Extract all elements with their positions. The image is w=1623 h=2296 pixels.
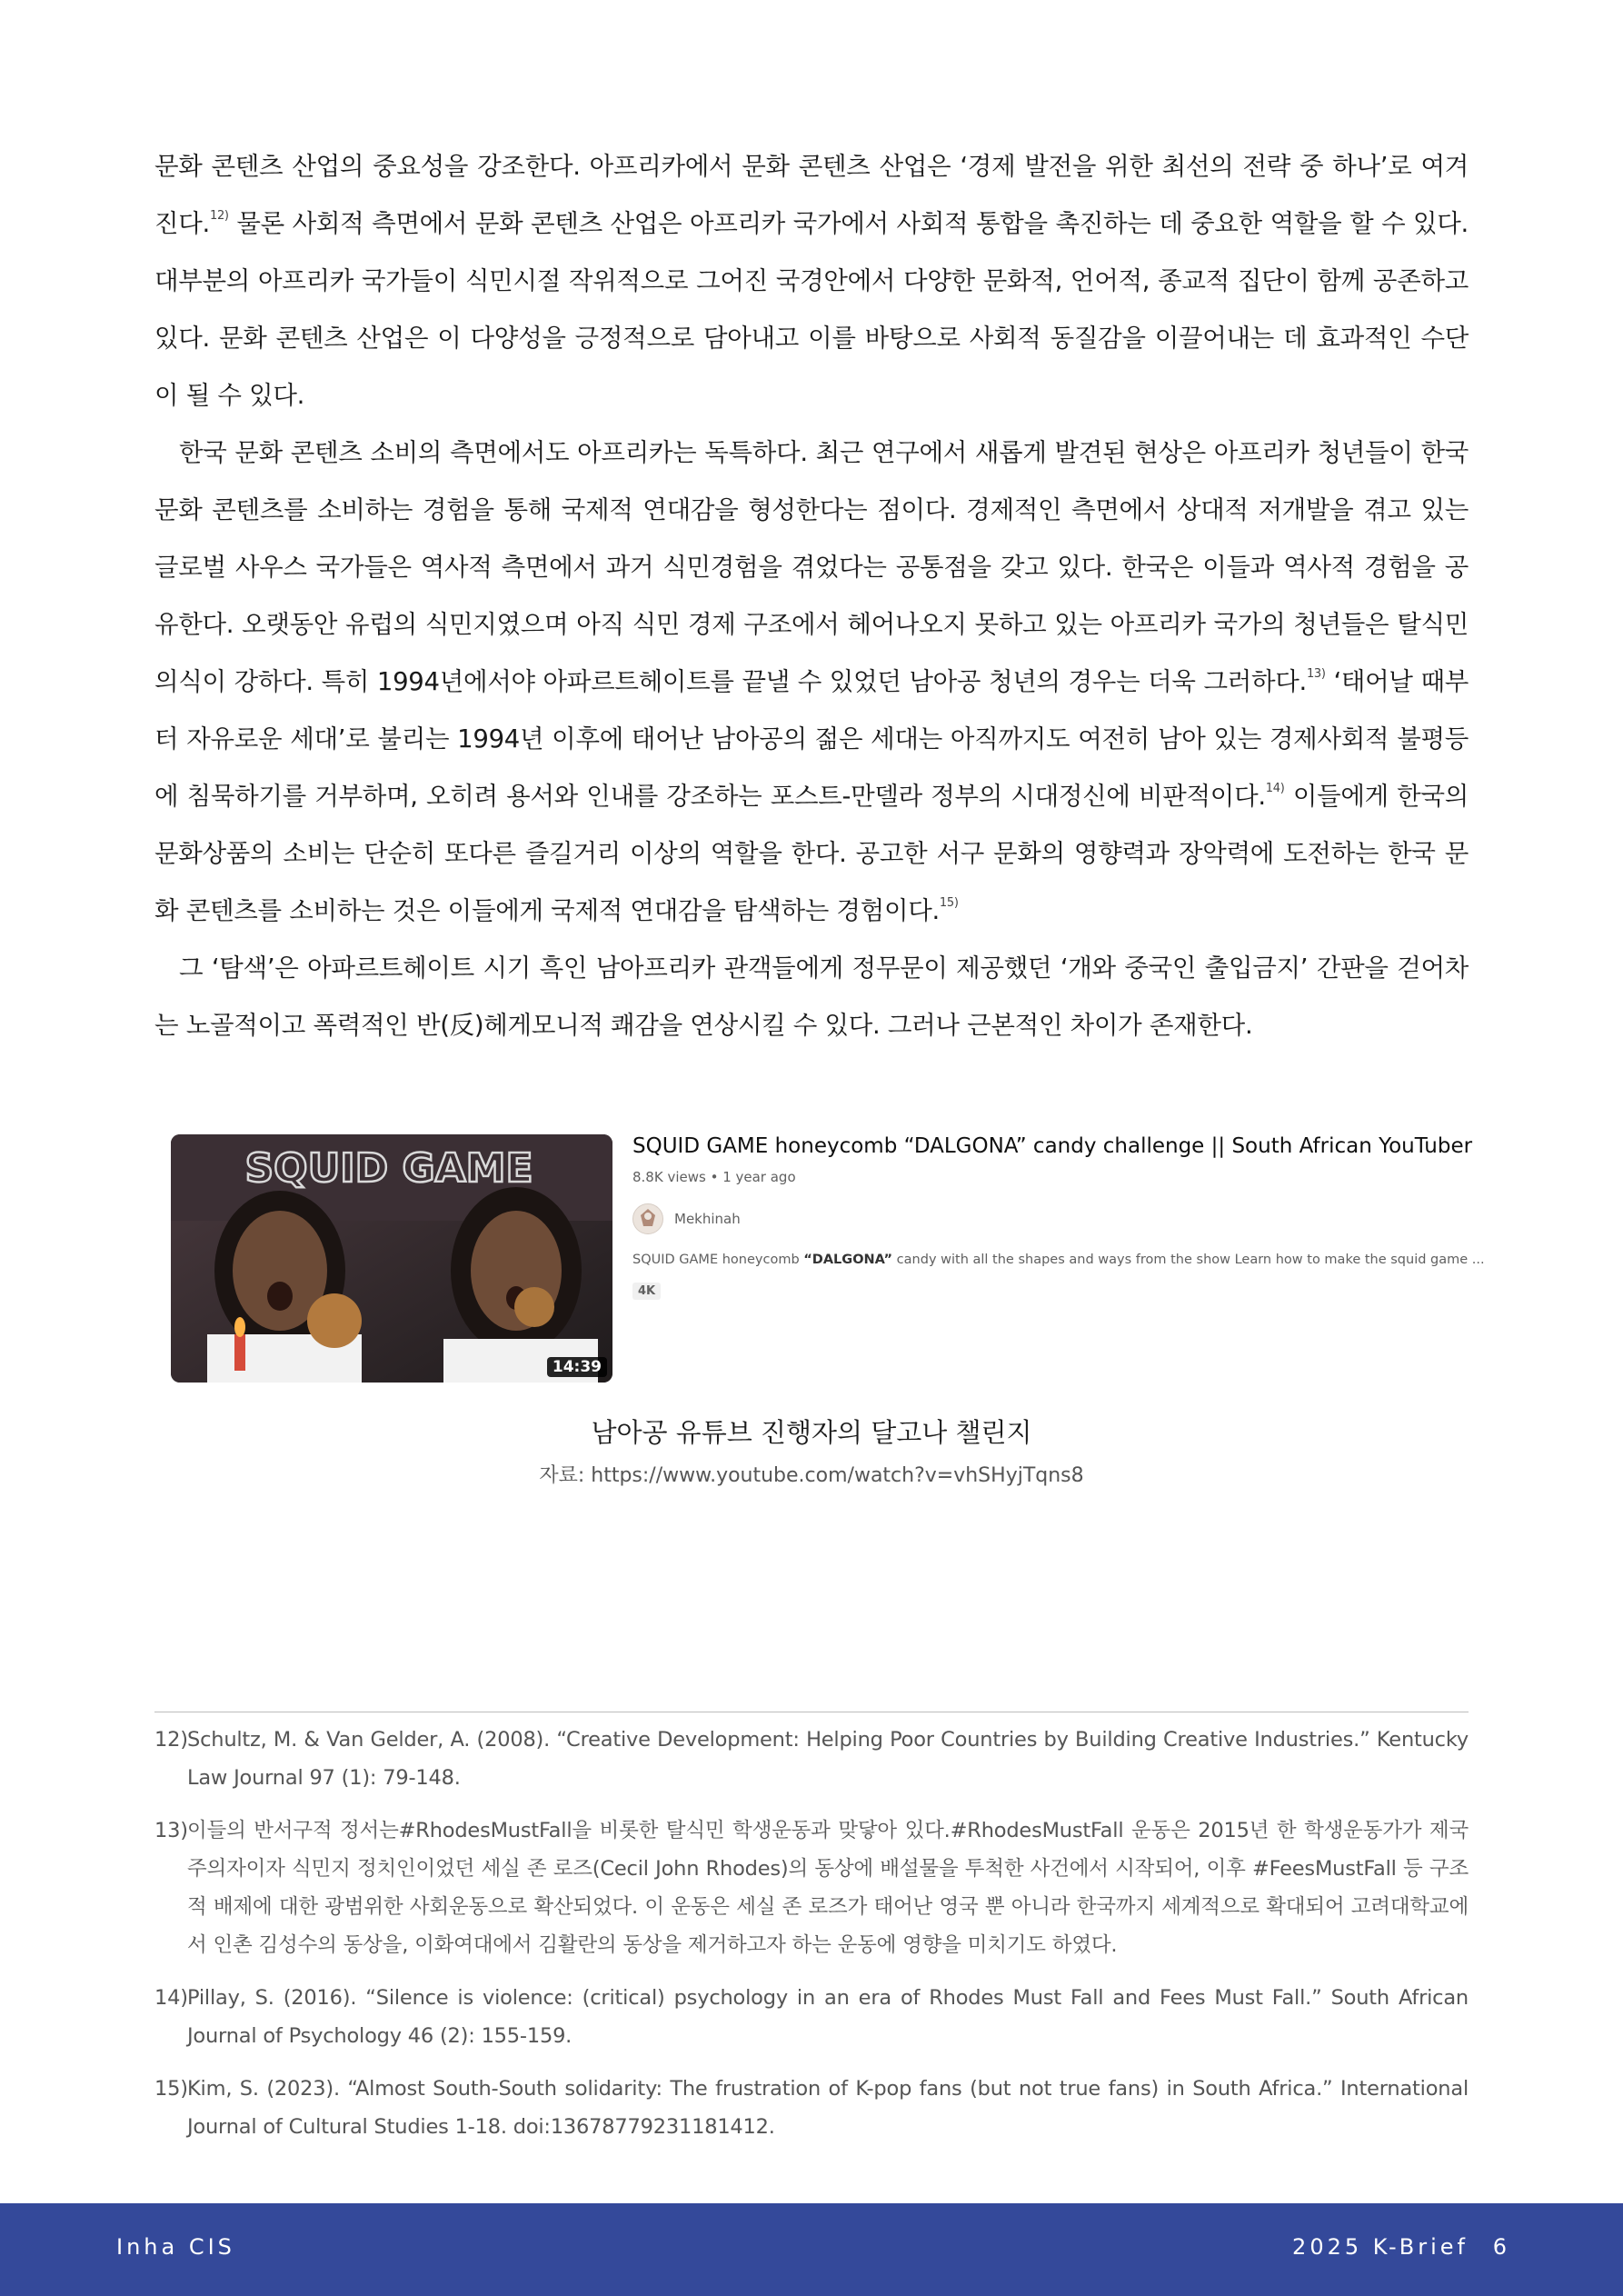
video-description-text: SQUID GAME honeycomb	[632, 1253, 804, 1267]
page-number: 6	[1492, 2234, 1507, 2260]
footnote-text: Pillay, S. (2016). “Silence is violence: (critical) psychology in an era of Rhodes Must Fall and Fees Must Fall.” South African Journal of Psychology 46 (2): 155-159.	[187, 1986, 1469, 2048]
footer-publisher: Inha CIS	[116, 2234, 235, 2260]
footnote-text: Kim, S. (2023). “Almost South-South solidarity: The frustration of K-pop fans (but not true fans) in South Africa.” International Journal of Cultural Studies 1-18. doi:13678779231181412.	[187, 2077, 1469, 2139]
paragraph-text: 문화 콘텐츠 산업의 중요성을 강조한다. 아프리카에서 문화 콘텐츠 산업은 ‘경제 발전을 위한 최선의 전략 중 하나’로 여겨진다.	[154, 152, 1469, 238]
video-thumbnail[interactable]	[171, 1134, 612, 1383]
video-description-bold: “DALGONA”	[803, 1253, 893, 1267]
paragraph-text: 그 ‘탐색’은 아파르트헤이트 시기 흑인 남아프리카 관객들에게 정무문이 제공했던 ‘개와 중국인 출입금지’ 간판을 걷어차는 노골적이고 폭력적인 반(反)헤게모니적 쾌감을 연상시킬 수 있다. 그러나 근본적인 차이가 존재한다.	[154, 953, 1469, 1040]
footnote	[154, 1812, 1469, 1964]
video-title[interactable]: SQUID GAME honeycomb “DALGONA” candy challenge || South African YouTuber	[632, 1134, 1473, 1158]
quality-badge: 4K	[632, 1283, 661, 1300]
channel-name[interactable]: Mekhinah	[674, 1211, 741, 1227]
footnote-number: 12)	[154, 1728, 188, 1752]
paragraph	[154, 138, 1469, 424]
video-meta: 8.8K views • 1 year ago	[632, 1169, 796, 1185]
footnote-ref[interactable]: 14)	[1265, 782, 1285, 795]
video-card[interactable]	[171, 1134, 1485, 1384]
footnotes	[154, 1721, 1469, 2161]
footnote	[154, 1721, 1469, 1797]
footnote-ref[interactable]: 12)	[209, 209, 229, 223]
thumbnail-image	[171, 1134, 612, 1383]
footnote-text: 이들의 반서구적 정서는#RhodesMustFall을 비롯한 탈식민 학생운동과 맞닿아 있다.#RhodesMustFall 운동은 2015년 한 학생운동가가 제국주의자이자 식민지 정치인이었던 세실 존 로즈(Cecil John Rhodes)의 동상에 배설물을 투척한 사건에서 시작되어, 이후 #FeesMustFall 등 구조적 배제에 대한 광범위한 사회운동으로 확산되었다. 이 운동은 세실 존 로즈가 태어난 영국 뿐 아니라 한국까지 세계적으로 확대되어 고려대학교에서 인촌 김성수의 동상을, 이화여대에서 김활란의 동상을 제거하고자 하는 운동에 영향을 미치기도 하였다.	[187, 1819, 1469, 1957]
paragraph-text: ‘태어날 때부터 자유로운 세대’로 불리는 1994년 이후에 태어난 남아공의 젊은 세대는 아직까지도 여전히 남아 있는 경제사회적 불평등에 침묵하기를 거부하며, 오히려 용서와 인내를 강조하는 포스트-만델라 정부의 시대정신에 비판적이다.	[154, 667, 1469, 811]
footer-publication: 2025 K-Brief	[1292, 2234, 1469, 2260]
footnote-ref[interactable]: 15)	[939, 896, 959, 910]
video-duration: 14:39	[547, 1357, 607, 1377]
footnote	[154, 1979, 1469, 2055]
figure-source[interactable]: 자료: https://www.youtube.com/watch?v=vhSHyjTqns8	[539, 1464, 1084, 1487]
thumbnail-title-text: SQUID GAME	[244, 1145, 533, 1192]
footnote-text: Schultz, M. & Van Gelder, A. (2008). “Creative Development: Helping Poor Countries by Building Creative Industries.” Kentucky Law Journal 97 (1): 79-148.	[187, 1728, 1469, 1790]
video-description	[632, 1253, 1485, 1267]
channel-avatar-icon[interactable]	[632, 1203, 663, 1234]
footnote	[154, 2070, 1469, 2146]
footnote-number: 15)	[154, 2077, 188, 2101]
footnote-number: 14)	[154, 1986, 188, 2010]
paragraph-text: 한국 문화 콘텐츠 소비의 측면에서도 아프리카는 독특하다. 최근 연구에서 새롭게 발견된 현상은 아프리카 청년들이 한국 문화 콘텐츠를 소비하는 경험을 통해 국제적 연대감을 형성한다는 점이다. 경제적인 측면에서 상대적 저개발을 겪고 있는 글로벌 사우스 국가들은 역사적 측면에서 과거 식민경험을 겪었다는 공통점을 갖고 있다. 한국은 이들과 역사적 경험을 공유한다. 오랫동안 유럽의 식민지였으며 아직 식민 경제 구조에서 헤어나오지 못하고 있는 아프리카 국가의 청년들은 탈식민 의식이 강하다. 특히 1994년에서야 아파르트헤이트를 끝낼 수 있었던 남아공 청년의 경우는 더욱 그러하다.	[154, 438, 1469, 696]
figure-caption: 남아공 유튜브 진행자의 달고나 챌린지	[591, 1417, 1032, 1448]
paragraph-text: 물론 사회적 측면에서 문화 콘텐츠 산업은 아프리카 국가에서 사회적 통합을 촉진하는 데 중요한 역할을 할 수 있다. 대부분의 아프리카 국가들이 식민시절 작위적으로 그어진 국경안에서 다양한 문화적, 언어적, 종교적 집단이 함께 공존하고 있다. 문화 콘텐츠 산업은 이 다양성을 긍정적으로 담아내고 이를 바탕으로 사회적 동질감을 이끌어내는 데 효과적인 수단이 될 수 있다.	[154, 209, 1469, 410]
paragraph	[154, 424, 1469, 940]
video-channel[interactable]	[632, 1203, 741, 1234]
footnote-number: 13)	[154, 1819, 188, 1842]
paragraph	[154, 940, 1469, 1054]
page-footer	[0, 2203, 1623, 2296]
paragraph-text: 이들에게 한국의 문화상품의 소비는 단순히 또다른 즐길거리 이상의 역할을 한다. 공고한 서구 문화의 영향력과 장악력에 도전하는 한국 문화 콘텐츠를 소비하는 것은 이들에게 국제적 연대감을 탐색하는 경험이다.	[154, 782, 1469, 925]
video-description-text: candy with all the shapes and ways from the show Learn how to make the squid game ...	[892, 1253, 1485, 1267]
body-text	[154, 138, 1469, 1054]
footnote-ref[interactable]: 13)	[1306, 667, 1326, 681]
